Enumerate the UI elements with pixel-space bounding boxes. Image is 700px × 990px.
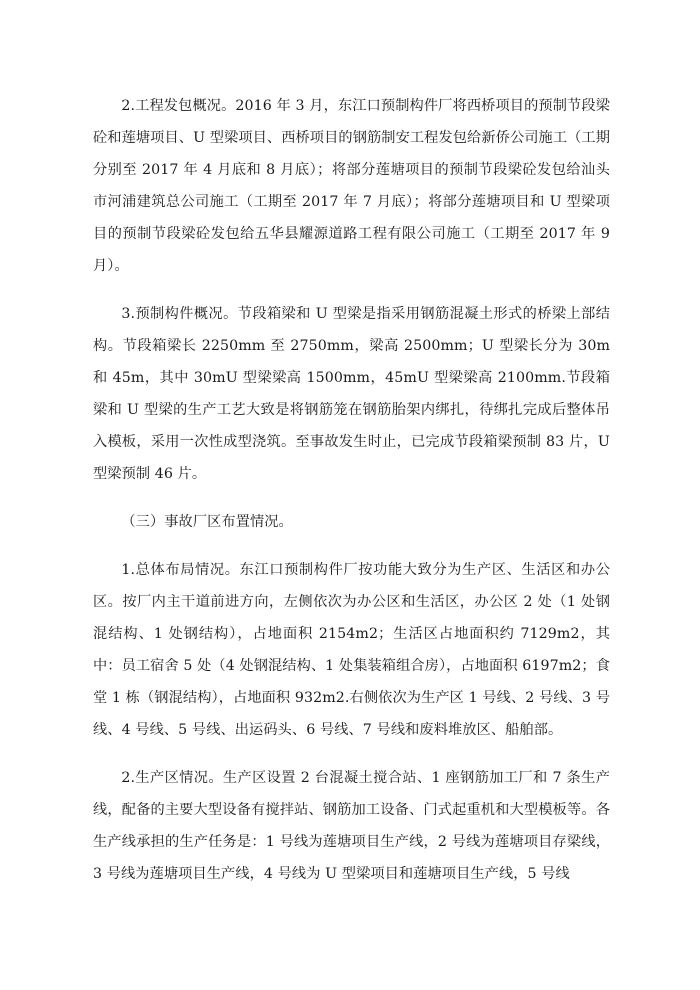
section-heading-plant-layout: （三）事故厂区布置情况。 [121, 514, 293, 530]
paragraph-production-area: 2.生产区情况。生产区设置 2 台混凝土搅合站、1 座钢筋加工厂和 7 条生产线，配备的主要大型设备有搅拌站、钢筋加工设备、门式起重机和大型模板等。各生产线承担的生产任务是：1 号线为莲塘项目生产线，2 号线为莲塘项目存梁线，3 号线为莲塘项目生产线，4 号线为 U 型梁项目和莲塘项目生产线，5 号线 [93, 770, 610, 882]
paragraph-general-layout: 1.总体布局情况。东江口预制构件厂按功能大致分为生产区、生活区和办公区。按厂内主干道前进方向，左侧依次为办公区和生活区，办公区 2 处（1 处钢混结构、1 处钢结构），占地面积 2154m2；生活区占地面积约 7129m2，其中：员工宿舍 5 处（4 处钢混结构、1 处集装箱组合房），占地面积 6197m2；食堂 1 栋（钢混结构），占地面积 932m2.右侧依次为生产区 1 号线、2 号线、3 号线、4 号线、5 号线、出运码头、6 号线、7 号线和废料堆放区、船舶部。 [93, 562, 610, 738]
document-body [93, 90, 610, 906]
paragraph-precast-overview: 3.预制构件概况。节段箱梁和 U 型梁是指采用钢筋混凝土形式的桥梁上部结构。节段箱梁长 2250mm 至 2750mm，梁高 2500mm；U 型梁长分为 30m 和 45m，其中 30mU 型梁梁高 1500mm，45mU 型梁梁高 2100mm.节段箱梁和 U 型梁的生产工艺大致是将钢筋笼在钢筋胎架内绑扎，待绑扎完成后整体吊入模板，采用一次性成型浇筑。至事故发生时止，已完成节段箱梁预制 83 片，U 型梁预制 46 片。 [93, 306, 610, 482]
paragraph-contract-overview: 2.工程发包概况。2016 年 3 月，东江口预制构件厂将西桥项目的预制节段梁砼和莲塘项目、U 型梁项目、西桥项目的钢筋制安工程发包给新侨公司施工（工期分别至 2017 年 4 月底和 8 月底）；将部分莲塘项目的预制节段梁砼发包给汕头市河浦建筑总公司施工（工期至 2017 年 7 月底）；将部分莲塘项目和 U 型梁项目的预制节段梁砼发包给五华县耀源道路工程有限公司施工（工期至 2017 年 9 月）。 [93, 98, 610, 274]
